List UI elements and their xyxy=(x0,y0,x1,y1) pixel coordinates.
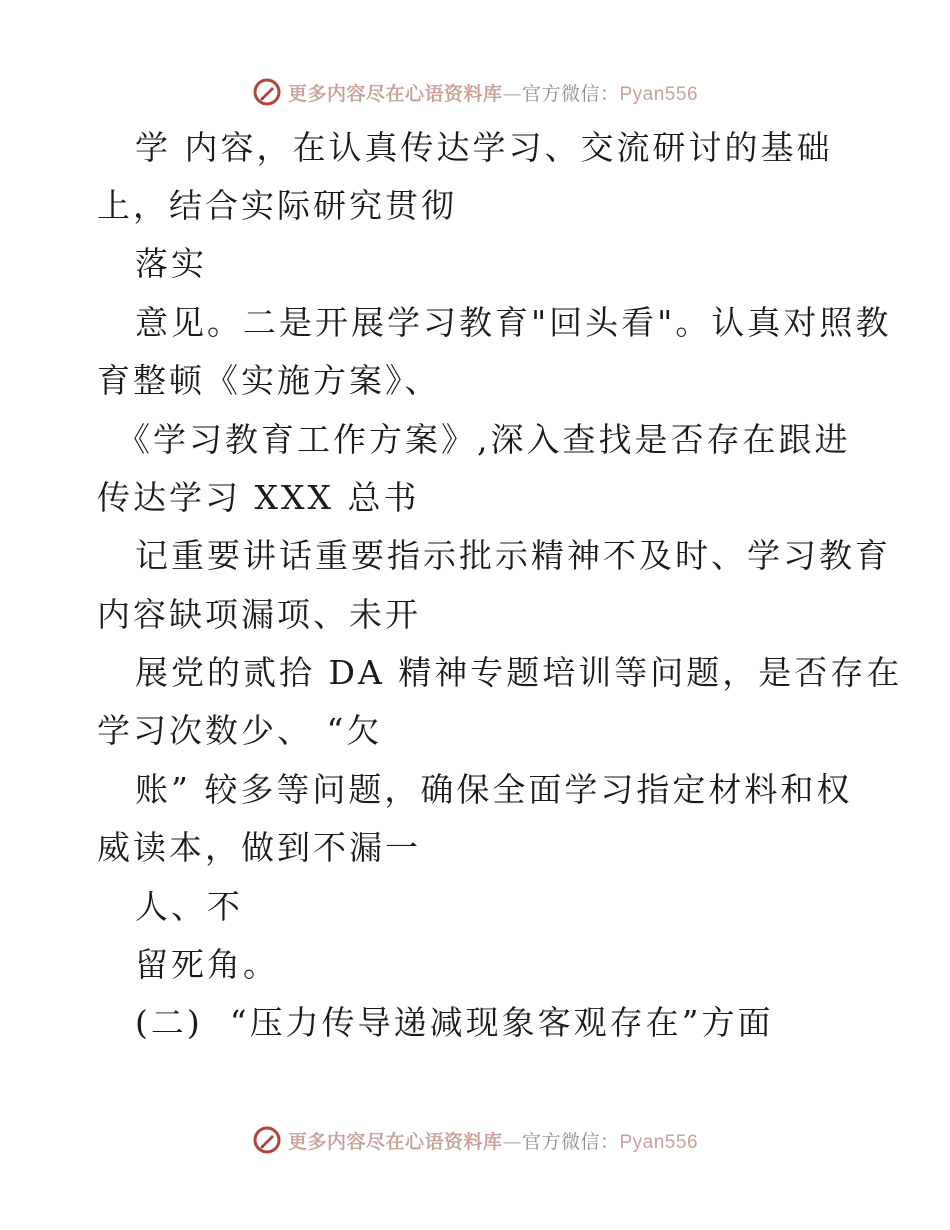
text-line: 传达学习 XXX 总书 xyxy=(97,478,420,517)
text-line: 上，结合实际研究贯彻 xyxy=(97,186,457,225)
watermark-wechat-id: Pyan556 xyxy=(619,1131,699,1153)
text-line: 学习次数少、 “欠 xyxy=(97,711,383,750)
watermark-brand: 更多内容尽在心语资料库 xyxy=(287,1130,503,1153)
footer-watermark xyxy=(0,1120,950,1160)
watermark-wechat-id: Pyan556 xyxy=(619,83,699,105)
text-line: 落实 xyxy=(135,244,207,283)
watermark-dash: — xyxy=(502,1130,522,1153)
watermark-brand: 更多内容尽在心语资料库 xyxy=(287,82,503,105)
text-line: 内容缺项漏项、未开 xyxy=(97,595,421,634)
text-line: 账” 较多等问题，确保全面学习指定材料和权 xyxy=(135,770,853,809)
text-line: 学 内容，在认真传达学习、交流研讨的基础 xyxy=(135,128,833,167)
text-line: 记重要讲话重要指示批示精神不及时、学习教育 xyxy=(135,536,891,575)
watermark-dash: — xyxy=(502,82,522,105)
text-line: 《学习教育工作方案》,深入查找是否存在跟进 xyxy=(117,420,851,459)
text-line: 展党的贰拾 DA 精神专题培训等问题，是否存在 xyxy=(135,653,903,692)
text-line: 威读本，做到不漏一 xyxy=(97,828,421,867)
section-heading: (二) “压力传导递减现象客观存在”方面 xyxy=(135,1003,774,1042)
watermark-wechat-label: 官方微信： xyxy=(521,1130,620,1153)
text-line: 育整顿《实施方案》、 xyxy=(97,361,441,400)
text-line: 意见。二是开展学习教育"回头看"。认真对照教 xyxy=(135,303,892,342)
pen-logo-icon xyxy=(252,1125,282,1155)
text-line: 人、不 xyxy=(135,887,243,926)
watermark-wechat-label: 官方微信： xyxy=(521,82,620,105)
text-line: 留死角。 xyxy=(135,945,279,984)
